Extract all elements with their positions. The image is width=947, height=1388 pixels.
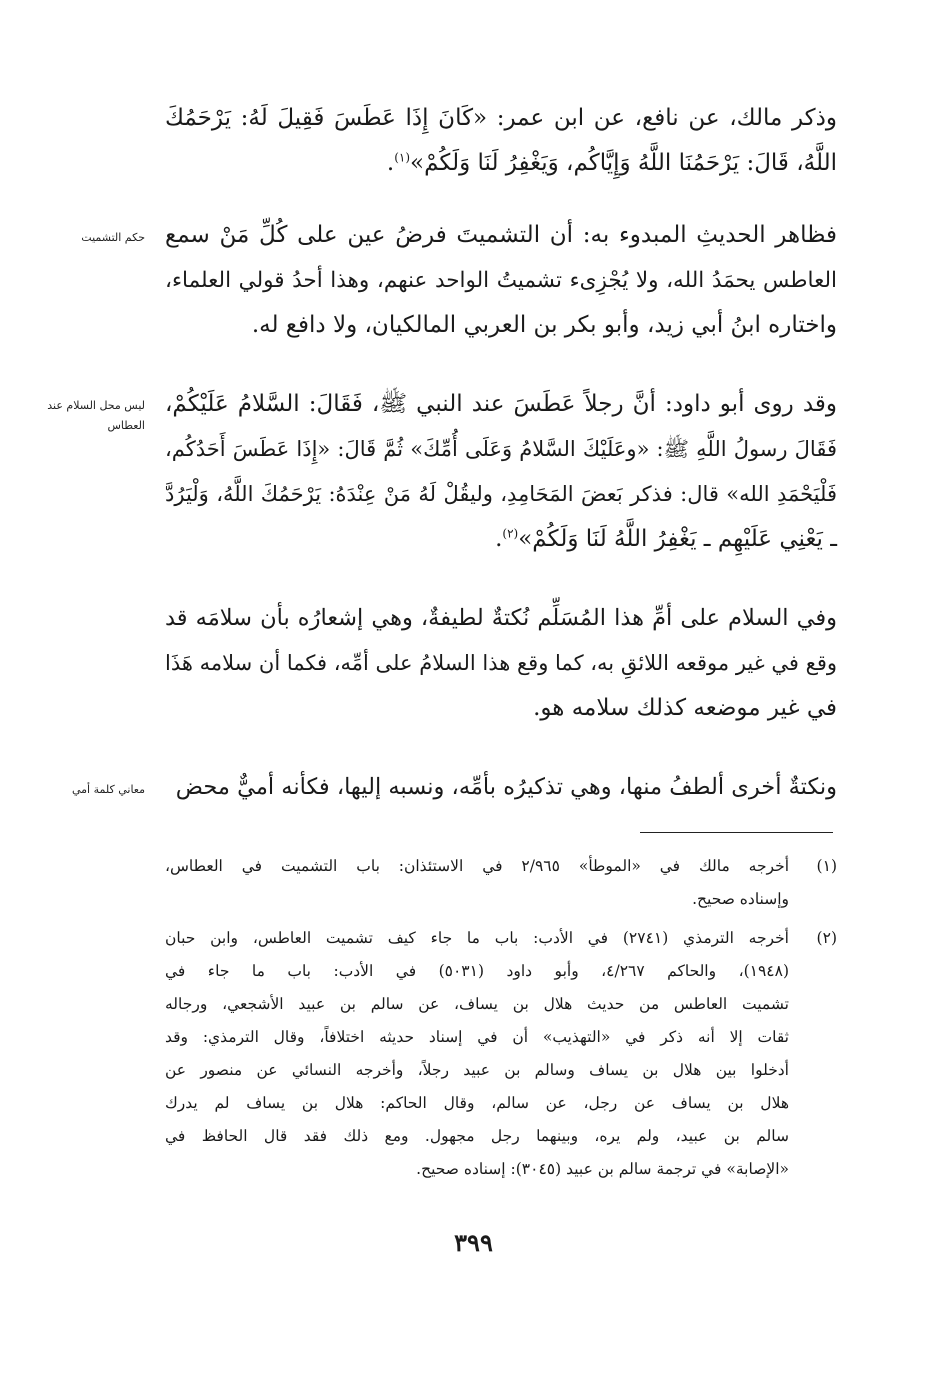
footnote-separator (640, 832, 833, 833)
footnote-line: «الإصابة» في ترجمة سالم بن عبيد (٣٠٤٥): إسناده صحيح. (416, 1160, 789, 1178)
footnote-body (165, 850, 789, 916)
footnote-line: وإسناده صحيح. (692, 890, 789, 908)
page-number: ٣٩٩ (454, 1228, 493, 1257)
paragraph-line: في غير موضعه كذلك سلامه هو. (533, 695, 837, 721)
footnote-line: (١٩٤٨)، والحاكم ٤/٢٦٧، وأبو داود (٥٠٣١) في الأدب: باب ما جاء في (165, 962, 789, 980)
footnote-line: أدخلوا بين هلال بن يساف وسالم بن عبيد رجلاً، وأخرجه النسائي عن منصور عن (165, 1061, 789, 1079)
paragraph-line: وقد روى أبو داود: أنَّ رجلاً عَطَسَ عند النبي ﷺ، فَقَالَ: السَّلامُ عَلَيْكُمْ، (165, 391, 837, 417)
paragraph-5 (165, 765, 837, 810)
footnote-ref: (١) (394, 150, 411, 165)
paragraph-line: فظاهر الحديثِ المبدوء به: أن التشميتَ فرضُ عين على كُلِّ مَنْ سمع (165, 222, 837, 248)
paragraph-line: فَقَالَ رسولُ اللَّهِ ﷺ: «وعَلَيْكَ السَّلامُ وَعَلَى أُمِّكَ» ثُمَّ قَالَ: «إِذَا عَطَسَ أَحَدُكُم، (165, 437, 837, 461)
paragraph-line: اللَّهُ، قَالَ: يَرْحَمُنَا اللَّهُ وَإِيَّاكُم، وَيَغْفِرُ لَنَا وَلَكُمْ»$^{(١)}$. (386, 150, 837, 176)
margin-note: ليس محل السلام عند العطاس (47, 399, 145, 432)
footnote-line: تشميت العاطس من حديث هلال بن يساف، عن سالم بن عبيد الأشجعي، ورجاله (165, 995, 789, 1013)
footnote-number: (١) (816, 857, 837, 875)
footnote-ref: (٢) (502, 526, 519, 541)
footnote-body (165, 922, 789, 1186)
footnote-line: سالم بن عبيد، ولم يره، وبينهما رجل مجهول. ومع ذلك فقد قال الحافظ في (165, 1127, 789, 1145)
footnote-line: أخرجه مالك في «الموطأ» ٢/٩٦٥ في الاستئذان: باب التشميت في العطاس، (165, 857, 789, 875)
paragraph-line: وقع في غير موقعه اللائقِ به، كما وقع هذا السلامُ على أمِّه، فكما أن سلامه هَذَا (165, 651, 837, 675)
footnote-line: ثقات إلا أنه ذكر في «التهذيب» أن في إسناد حديثه اختلافاً، وقال الترمذي: وقد (165, 1028, 789, 1046)
footnote-line: أخرجه الترمذي (٢٧٤١) في الأدب: باب ما جاء كيف تشميت العاطس، وابن حبان (165, 929, 789, 947)
paragraph-line: العاطس يحمَدُ الله، ولا يُجْزِىء تشميتُ الواحد عنهم، وهذا أحدُ قولي العلماء، (165, 268, 837, 293)
paragraph-line: وفي السلام على أمِّ هذا المُسَلِّم نُكتةٌ لطيفةٌ، وهي إشعارُه بأن سلامَه قد (165, 605, 837, 631)
footnote-number: (٢) (816, 929, 837, 947)
paragraph-1 (165, 96, 837, 186)
footnote-2 (165, 922, 837, 1186)
paragraph-line: فَلْيَحْمَدِ الله» قال: فذكر بَعضَ المَحَامِدِ، وليقُلْ لَهُ مَنْ عِنْدَهُ: يَرْحَمُكَ اللَّهُ، وَلْيَرُدَّ (165, 482, 837, 506)
paragraph-line: واختاره ابنُ أبي زيد، وأبو بكر بن العربي المالكيان، ولا دافع له. (251, 312, 837, 338)
paragraph-line: ونكتةٌ أخرى ألطفُ منها، وهي تذكيرُه بأمِّه، ونسبه إليها، فكأنه أميٌّ محض (175, 774, 837, 800)
paragraph-line: ـ يَعْنِي عَلَيْهِم ـ يَغْفِرُ اللَّهُ لَنَا وَلَكُمْ»$^{(٢)}$. (495, 526, 837, 552)
margin-note: حكم التشميت (81, 231, 145, 244)
paragraph-4 (165, 596, 837, 731)
margin-note: معاني كلمة أمي (71, 783, 145, 796)
paragraph-2 (165, 213, 837, 348)
footnote-line: هلال بن يساف عن رجل، عن سالم، وقال الحاكم: هلال بن يساف لم يدرك (165, 1094, 789, 1112)
footnote-1 (165, 850, 837, 916)
paragraph-line: وذكر مالك، عن نافع، عن ابن عمر: «كَانَ إِذَا عَطَسَ فَقِيلَ لَهُ: يَرْحَمُكَ (165, 105, 837, 131)
paragraph-3 (165, 382, 837, 562)
